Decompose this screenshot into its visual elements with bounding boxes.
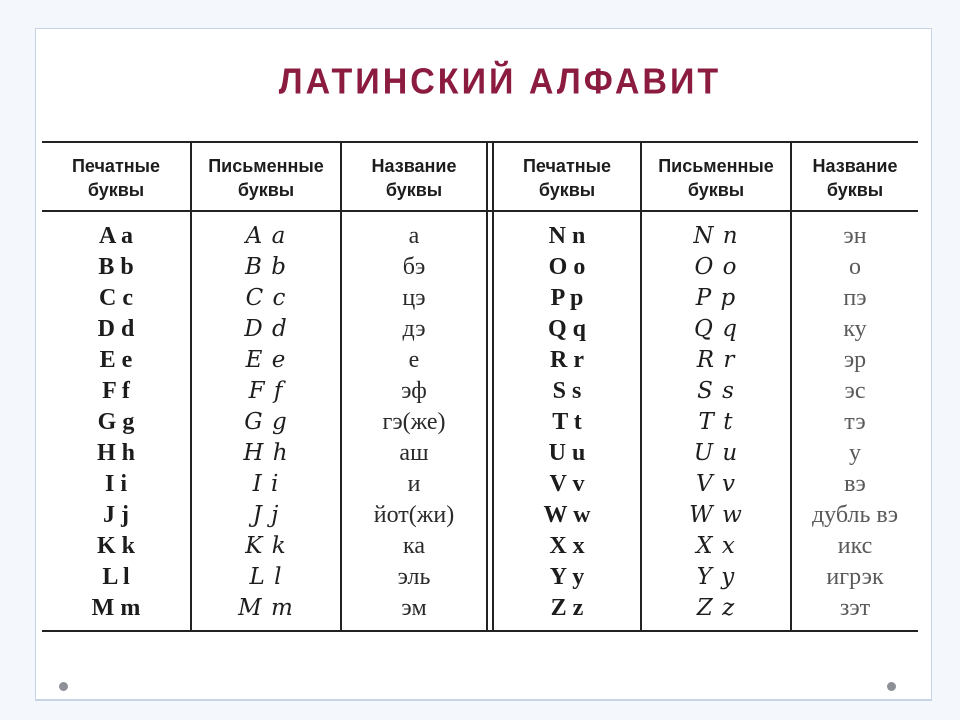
header-line: Название — [371, 156, 457, 176]
written-letter-cell: W w — [689, 502, 743, 528]
printed-letter-cell: G g — [97, 409, 135, 435]
written-letter-cell: X x — [696, 533, 736, 559]
printed-letter-cell: N n — [548, 223, 586, 249]
letter-name-cell: эм — [401, 595, 427, 621]
printed-letter-cell: L l — [102, 564, 130, 590]
printed-letter-cell: F f — [102, 378, 130, 404]
printed-letter-cell: Y y — [549, 564, 585, 590]
written-letter-cell: Y y — [696, 564, 736, 590]
printed-letter-cell: E e — [99, 347, 133, 373]
printed-letter-cell: D d — [97, 316, 135, 342]
header-line: буквы — [385, 180, 443, 200]
printed-letter-cell: Z z — [550, 595, 584, 621]
header-name-left — [342, 150, 486, 206]
header-line: Печатные — [522, 156, 612, 176]
header-line: Печатные — [71, 156, 161, 176]
header-line: буквы — [687, 180, 745, 200]
written-letter-cell: A a — [245, 223, 287, 249]
header-line: Название — [812, 156, 898, 176]
letter-name-cell: вэ — [844, 471, 866, 497]
page-title: ЛАТИНСКИЙ АЛФАВИТ — [278, 62, 722, 102]
printed-letter-cell: I i — [104, 471, 127, 497]
written-letter-cell: L l — [249, 564, 283, 590]
header-printed-right — [494, 150, 640, 206]
letter-name-cell: игрэк — [826, 564, 884, 590]
printed-letter-cell: U u — [548, 440, 586, 466]
column-printed-left — [42, 221, 190, 624]
printed-letter-cell: B b — [98, 254, 134, 280]
letter-name-cell: у — [849, 440, 861, 466]
written-letter-cell: K k — [245, 533, 287, 559]
printed-letter-cell: R r — [550, 347, 584, 373]
letter-name-cell: эль — [397, 564, 431, 590]
letter-name-cell: дэ — [402, 316, 426, 342]
header-line: Письменные — [658, 156, 774, 176]
letter-name-cell: дубль вэ — [811, 502, 899, 528]
letter-name-cell: зэт — [839, 595, 871, 621]
letter-name-cell: тэ — [844, 409, 866, 435]
written-letter-cell: R r — [696, 347, 736, 373]
header-printed-left — [42, 150, 190, 206]
letter-name-cell: эф — [401, 378, 427, 404]
written-letter-cell: Z z — [696, 595, 736, 621]
printed-letter-cell: W w — [543, 502, 591, 528]
column-name-left — [342, 221, 486, 624]
column-divider — [486, 141, 488, 632]
letter-name-cell: гэ(же) — [382, 409, 446, 435]
slide-bottom-border — [35, 700, 932, 701]
written-letter-cell: I i — [252, 471, 280, 497]
header-name-right — [792, 150, 918, 206]
printed-letter-cell: A a — [98, 223, 133, 249]
column-name-right — [792, 221, 918, 624]
letter-name-cell: аш — [399, 440, 429, 466]
printed-letter-cell: P p — [550, 285, 584, 311]
letter-name-cell: эр — [843, 347, 867, 373]
printed-letter-cell: M m — [91, 595, 141, 621]
printed-letter-cell: O o — [548, 254, 586, 280]
letter-name-cell: эс — [844, 378, 866, 404]
written-letter-cell: O o — [694, 254, 738, 280]
header-line: буквы — [237, 180, 295, 200]
letter-name-cell: о — [849, 254, 861, 280]
printed-letter-cell: S s — [552, 378, 582, 404]
letter-name-cell: йот(жи) — [373, 502, 455, 528]
header-line: буквы — [538, 180, 596, 200]
column-written-left — [192, 221, 340, 624]
printed-letter-cell: Q q — [547, 316, 586, 342]
written-letter-cell: E e — [245, 347, 287, 373]
printed-letter-cell: K k — [96, 533, 135, 559]
printed-letter-cell: T t — [552, 409, 582, 435]
written-letter-cell: B b — [245, 254, 287, 280]
written-letter-cell: H h — [243, 440, 289, 466]
letter-name-cell: эн — [843, 223, 867, 249]
printed-letter-cell: X x — [549, 533, 585, 559]
written-letter-cell: C c — [245, 285, 287, 311]
printed-letter-cell: J j — [103, 502, 129, 528]
header-line: буквы — [826, 180, 884, 200]
header-divider — [42, 210, 918, 212]
written-letter-cell: S s — [697, 378, 735, 404]
written-letter-cell: G g — [244, 409, 288, 435]
header-written-right — [642, 150, 790, 206]
written-letter-cell: U u — [693, 440, 739, 466]
written-letter-cell: P p — [695, 285, 737, 311]
letter-name-cell: ку — [843, 316, 867, 342]
letter-name-cell: цэ — [402, 285, 426, 311]
letter-name-cell: бэ — [402, 254, 426, 280]
printed-letter-cell: C c — [99, 285, 133, 311]
written-letter-cell: T t — [698, 409, 734, 435]
written-letter-cell: N n — [693, 223, 739, 249]
letter-name-cell: а — [408, 223, 420, 249]
header-line: Письменные — [208, 156, 324, 176]
printed-letter-cell: V v — [549, 471, 585, 497]
letter-name-cell: и — [407, 471, 421, 497]
written-letter-cell: M m — [238, 595, 294, 621]
written-letter-cell: V v — [696, 471, 736, 497]
slide-dot-left — [59, 682, 68, 691]
column-written-right — [642, 221, 790, 624]
written-letter-cell: F f — [248, 378, 284, 404]
header-line: буквы — [87, 180, 145, 200]
slide-dot-right — [887, 682, 896, 691]
letter-name-cell: пэ — [843, 285, 867, 311]
written-letter-cell: J j — [252, 502, 280, 528]
letter-name-cell: ка — [403, 533, 425, 559]
printed-letter-cell: H h — [96, 440, 135, 466]
written-letter-cell: D d — [244, 316, 288, 342]
column-printed-right — [494, 221, 640, 624]
letter-name-cell: икс — [837, 533, 873, 559]
written-letter-cell: Q q — [694, 316, 738, 342]
letter-name-cell: е — [408, 347, 420, 373]
header-written-left — [192, 150, 340, 206]
